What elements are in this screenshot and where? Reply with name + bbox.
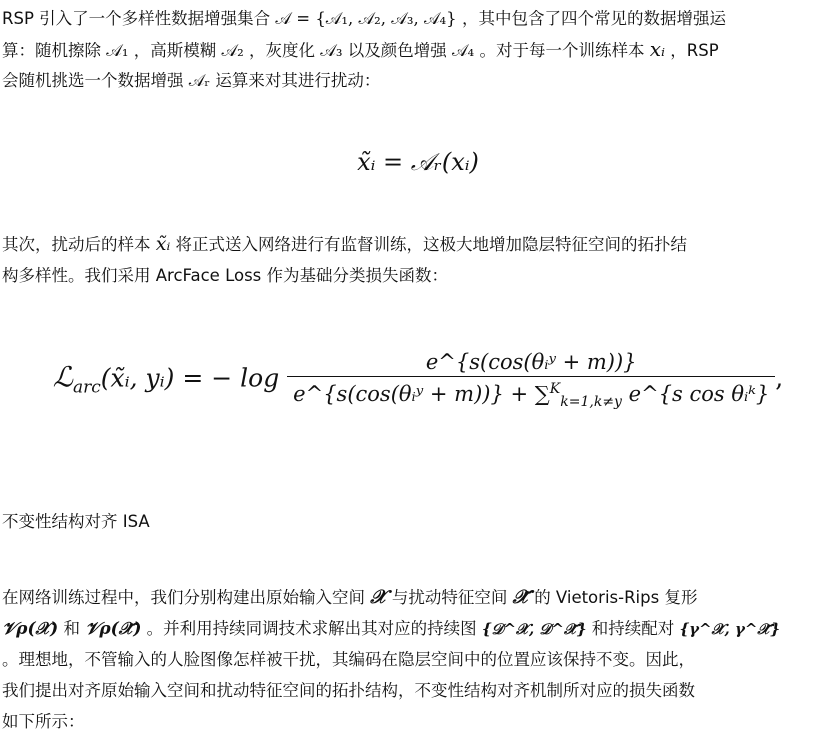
math-A1: 𝒜₁ <box>106 41 129 60</box>
text-span: 会随机挑选一个数据增强 <box>2 71 184 90</box>
denominator-term: e^{s(cos(θᵢʸ + m))} <box>293 382 504 406</box>
fraction-denominator <box>287 377 775 410</box>
fraction <box>287 350 775 410</box>
text-line <box>2 582 834 613</box>
section-heading <box>2 506 834 537</box>
text-span: 。对于每一个训练样本 <box>479 41 645 60</box>
math-loss-symbol: ℒ <box>52 360 73 394</box>
text-line <box>2 613 834 644</box>
text-line <box>2 34 834 65</box>
text-span: ，其中包含了四个常见的数据增强运 <box>461 9 726 28</box>
math-loss-args: (x̃ᵢ, yᵢ) = − log <box>100 363 280 393</box>
paragraph-rsp-intro <box>2 3 834 96</box>
math-input-space: 𝒳 <box>370 586 387 608</box>
heading-text: 不变性结构对齐 ISA <box>2 512 150 531</box>
math-persistence-pairs: {γ^𝒳, γ^𝒳̃} <box>679 620 780 638</box>
text-span: 其次，扰动后的样本 <box>2 235 151 254</box>
math-loss-subscript: arc <box>72 377 101 398</box>
equation-arcface-loss <box>0 350 836 410</box>
math-xi: xᵢ <box>649 37 665 61</box>
text-span: ，RSP <box>670 41 719 60</box>
text-span: 运算来对其进行扰动： <box>215 71 381 90</box>
text-line <box>2 260 834 291</box>
math-persistence-diagrams: {𝒟^𝒳, 𝒟^𝒳̃} <box>481 620 587 638</box>
sum-lower-limit: k=1,k≠y <box>560 394 622 411</box>
text-span: 的 Vietoris-Rips 复形 <box>534 588 698 607</box>
text-span: 和持续配对 <box>591 619 675 638</box>
text-span: 以及颜色增强 <box>347 41 447 60</box>
math-A3: 𝒜₃ <box>320 41 343 60</box>
math-Ar: 𝒜ᵣ <box>188 71 211 90</box>
math-A2: 𝒜₂ <box>221 41 244 60</box>
math-augmentation-set: 𝒜 = {𝒜₁, 𝒜₂, 𝒜₃, 𝒜₄} <box>275 9 457 28</box>
text-span: 构多样性。我们采用 ArcFace Loss 作为基础分类损失函数： <box>2 266 449 285</box>
math-A4: 𝒜₄ <box>451 41 475 60</box>
text-span: 。并利用持续同调技术求解出其对应的持续图 <box>146 619 477 638</box>
math-x-tilde: x̃ᵢ <box>155 233 171 255</box>
paragraph-arcface <box>2 229 834 291</box>
text-line: 我们提出对齐原始输入空间和扰动特征空间的拓扑结构，不变性结构对齐机制所对应的损失函数 <box>2 681 695 700</box>
text-span: ，高斯模糊 <box>133 41 217 60</box>
text-span: 和 <box>63 619 80 638</box>
equation-perturbation <box>0 148 836 176</box>
text-span: 将正式送入网络进行有监督训练，这极大地增加隐层特征空间的拓扑结 <box>175 235 688 254</box>
math-equation: x̃ᵢ = 𝒜ᵣ(xᵢ) <box>357 148 479 176</box>
sum-upper-limit: K <box>549 381 561 397</box>
text-span: ，灰度化 <box>248 41 315 60</box>
sum-symbol: + ∑ <box>510 382 550 406</box>
fraction-numerator: e^{s(cos(θᵢʸ + m))} <box>287 350 775 377</box>
denominator-sum-term: e^{s cos θᵢᵏ} <box>628 382 770 406</box>
equation-comma: , <box>775 363 784 393</box>
text-line: 如下所示： <box>2 712 85 731</box>
math-vr-complex-perturbed: 𝒱ρ(𝒳̃) <box>85 619 142 639</box>
math-perturbed-space: 𝒳̃ <box>512 586 529 608</box>
text-line <box>2 229 834 260</box>
text-line <box>2 65 834 96</box>
text-line: 。理想地，不管输入的人脸图像怎样被干扰，其编码在隐层空间中的位置应该保持不变。因此， <box>2 650 695 669</box>
text-span: 在网络训练过程中，我们分别构建出原始输入空间 <box>2 588 365 607</box>
paragraph-isa <box>2 582 834 737</box>
text-span: RSP 引入了一个多样性数据增强集合 <box>2 9 271 28</box>
text-span: 算：随机擦除 <box>2 41 101 60</box>
text-line <box>2 3 834 34</box>
math-vr-complex-input: 𝒱ρ(𝒳) <box>2 619 59 639</box>
text-span: 与扰动特征空间 <box>391 588 508 607</box>
